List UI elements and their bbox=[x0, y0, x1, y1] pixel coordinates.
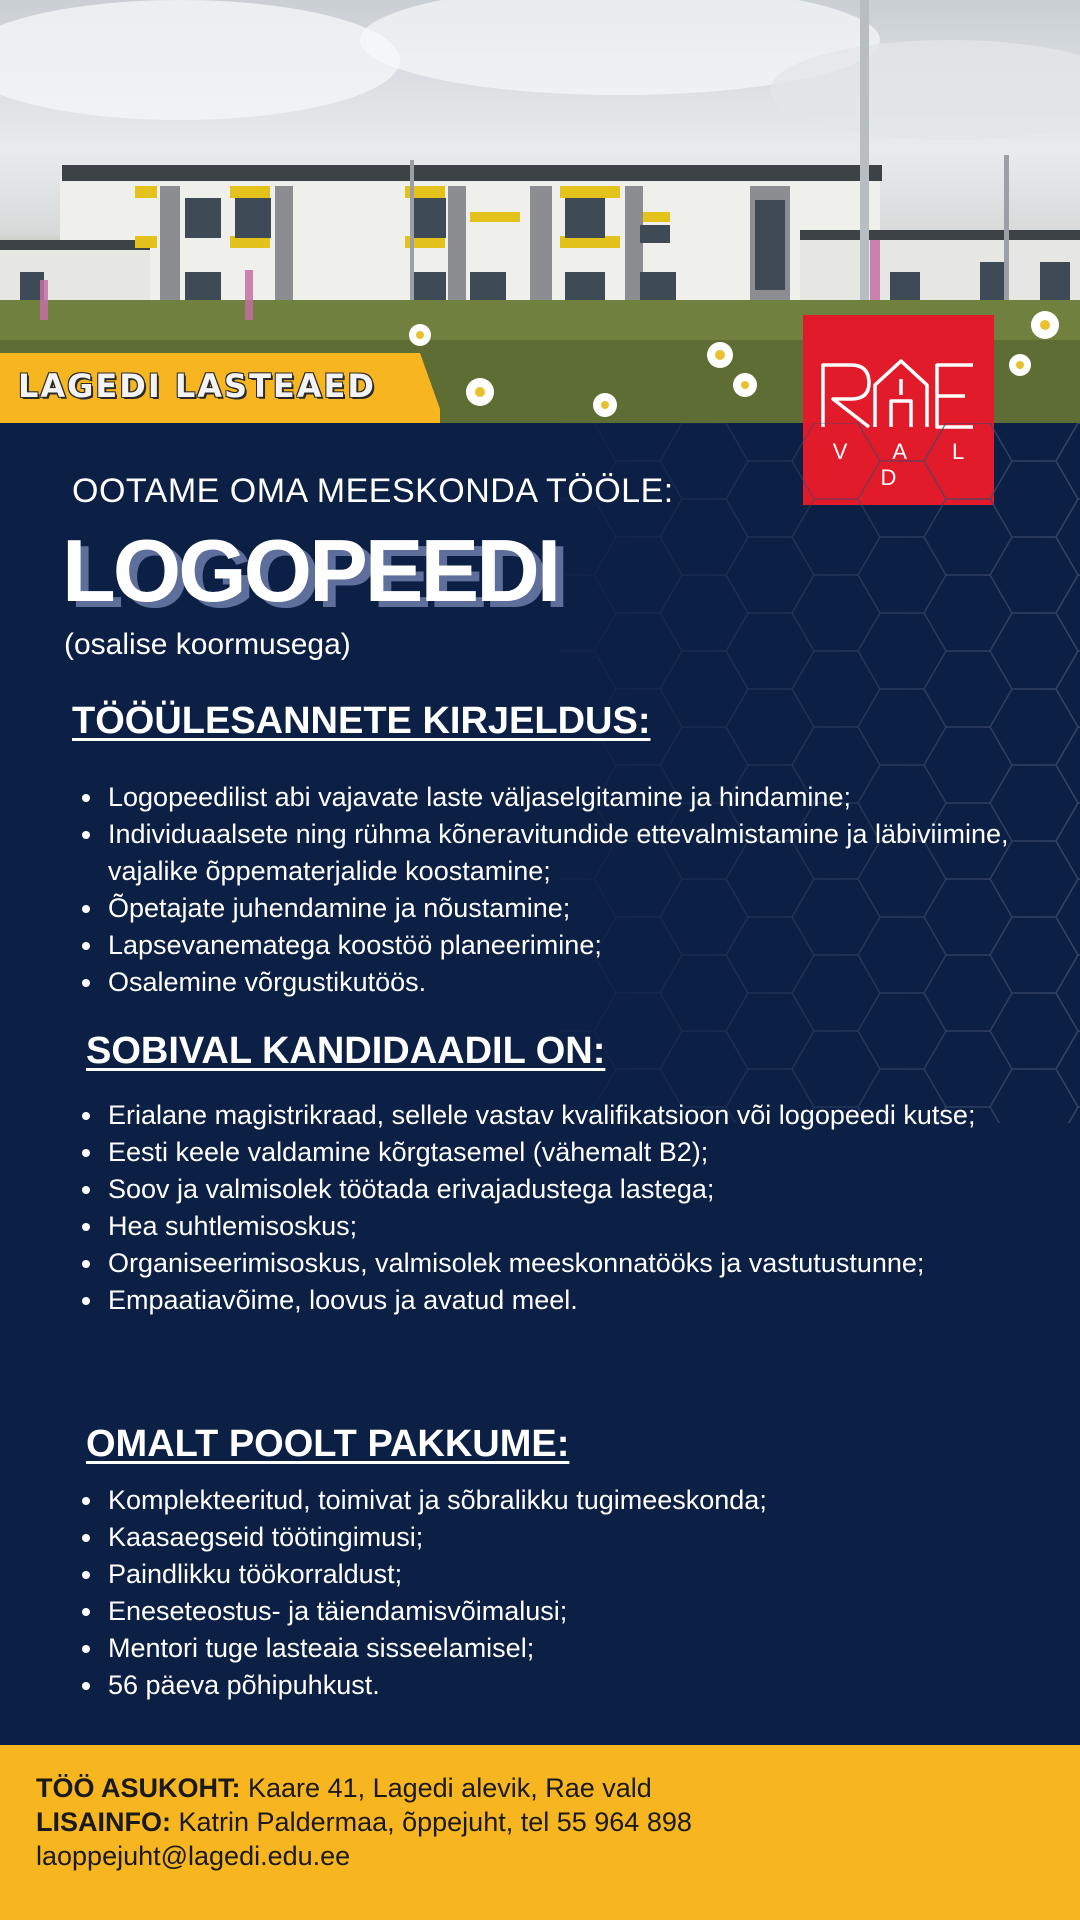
list-item: Osalemine võrgustikutöös. bbox=[108, 964, 1068, 1001]
list-item: Hea suhtlemisoskus; bbox=[108, 1208, 1068, 1245]
list-item: Logopeedilist abi vajavate laste väljaselgitamine ja hindamine; bbox=[108, 779, 1068, 816]
location-line bbox=[36, 1773, 652, 1804]
list-item: Eneseteostus- ja täiendamisvõimalusi; bbox=[108, 1593, 1068, 1630]
list-item: Mentori tuge lasteaia sisseelamisel; bbox=[108, 1630, 1068, 1667]
list-item: 56 päeva põhipuhkust. bbox=[108, 1667, 1068, 1704]
location-value: Kaare 41, Lagedi alevik, Rae vald bbox=[248, 1773, 652, 1803]
list-item: Komplekteeritud, toimivat ja sõbralikku tugimeeskonda; bbox=[108, 1482, 1068, 1519]
list-item: Individuaalsete ning rühma kõneravitundide ettevalmistamine ja läbiviimine, vajalike õppematerjalide koostamine; bbox=[108, 816, 1068, 890]
list-item: Empaatiavõime, loovus ja avatud meel. bbox=[108, 1282, 1068, 1319]
offer-list bbox=[72, 1482, 1068, 1704]
requirements-heading: SOBIVAL KANDIDAADIL ON: bbox=[86, 1030, 606, 1072]
intro-lead: OOTAME OMA MEESKONDA TÖÖLE: bbox=[72, 472, 674, 510]
location-label: TÖÖ ASUKOHT: bbox=[36, 1773, 241, 1803]
contact-footer bbox=[0, 1745, 1080, 1920]
contact-email[interactable]: laoppejuht@lagedi.edu.ee bbox=[36, 1841, 351, 1871]
list-item: Lapsevanematega koostöö planeerimine; bbox=[108, 927, 1068, 964]
requirements-list bbox=[72, 1097, 1068, 1319]
offer-heading: OMALT POOLT PAKKUME: bbox=[86, 1423, 570, 1465]
list-item: Eesti keele valdamine kõrgtasemel (vähemalt B2); bbox=[108, 1134, 1068, 1171]
duties-heading: TÖÖÜLESANNETE KIRJELDUS: bbox=[72, 700, 651, 742]
info-line bbox=[36, 1807, 692, 1838]
list-item: Erialane magistrikraad, sellele vastav kvalifikatsioon või logopeedi kutse; bbox=[108, 1097, 1068, 1134]
info-value: Katrin Paldermaa, õppejuht, tel 55 964 898 bbox=[178, 1807, 692, 1837]
list-item: Organiseerimisoskus, valmisolek meeskonnatööks ja vastutustunne; bbox=[108, 1245, 1068, 1282]
workload-note: (osalise koormusega) bbox=[64, 628, 351, 661]
school-name: LAGEDI LASTEAED bbox=[18, 367, 376, 405]
position-title: LOGOPEEDI bbox=[62, 521, 559, 620]
list-item: Soov ja valmisolek töötada erivajadustega lastega; bbox=[108, 1171, 1068, 1208]
school-name-banner bbox=[0, 353, 440, 423]
info-label: LISAINFO: bbox=[36, 1807, 171, 1837]
duties-list bbox=[72, 779, 1068, 1001]
list-item: Õpetajate juhendamine ja nõustamine; bbox=[108, 890, 1068, 927]
list-item: Paindlikku töökorraldust; bbox=[108, 1556, 1068, 1593]
list-item: Kaasaegseid töötingimusi; bbox=[108, 1519, 1068, 1556]
